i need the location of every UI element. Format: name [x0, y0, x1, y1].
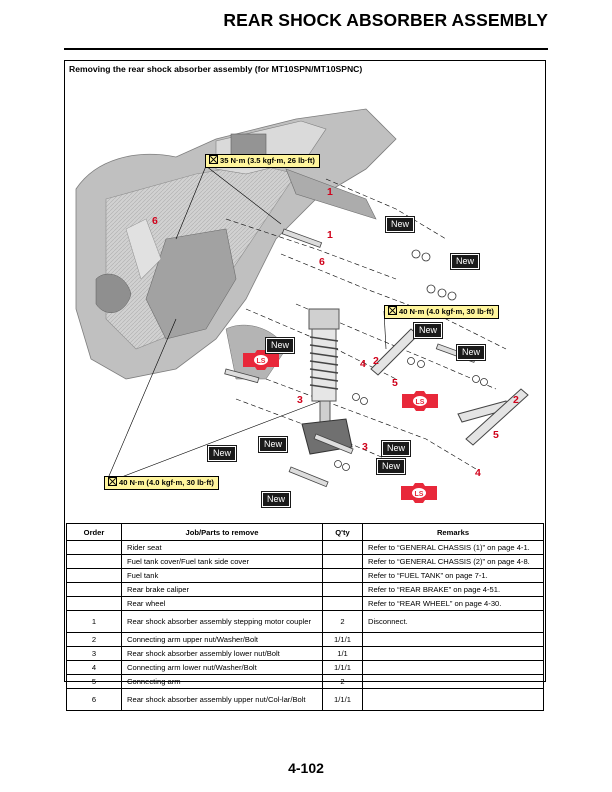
job-cell: Rear brake caliper — [122, 583, 323, 597]
table-row — [67, 689, 544, 711]
diagram-drawing — [66, 79, 544, 522]
qty-cell: 2 — [323, 611, 363, 633]
svg-text:LS: LS — [414, 491, 424, 498]
new-part-tag: New — [266, 338, 294, 353]
frame-rendering — [76, 109, 396, 379]
column-header: Order — [67, 524, 122, 541]
remarks-cell: Refer to “GENERAL CHASSIS (2)” on page 4-8. — [363, 555, 544, 569]
order-cell — [67, 541, 122, 555]
job-cell: Connecting arm — [122, 675, 323, 689]
qty-cell — [323, 555, 363, 569]
procedure-frame — [64, 60, 546, 704]
order-cell — [67, 569, 122, 583]
table-row — [67, 633, 544, 647]
remarks-cell: Refer to “REAR BRAKE” on page 4-51. — [363, 583, 544, 597]
parts-table — [66, 523, 544, 711]
table-row — [67, 647, 544, 661]
washers — [335, 250, 488, 471]
column-header: Q'ty — [323, 524, 363, 541]
new-part-tag: New — [259, 437, 287, 452]
remarks-cell — [363, 633, 544, 647]
order-cell: 5 — [67, 675, 122, 689]
torque-label: 40 N·m (4.0 kgf·m, 30 lb·ft) — [384, 305, 499, 319]
remarks-cell — [363, 689, 544, 711]
svg-text:LS: LS — [256, 358, 266, 365]
table-row — [67, 541, 544, 555]
section-heading: Removing the rear shock absorber assembly (for MT10SPN/MT10SPNC) — [69, 64, 363, 74]
part-callout: 2 — [373, 355, 379, 367]
qty-cell: 1/1 — [323, 647, 363, 661]
part-callout: 5 — [392, 377, 398, 389]
new-part-tag: New — [377, 459, 405, 474]
new-part-tag: New — [382, 441, 410, 456]
order-cell — [67, 583, 122, 597]
qty-cell: 1/1/1 — [323, 661, 363, 675]
table-row — [67, 611, 544, 633]
shock-absorber — [302, 309, 352, 454]
table-row — [67, 675, 544, 689]
qty-cell — [323, 541, 363, 555]
new-part-tag: New — [451, 254, 479, 269]
svg-text:LS: LS — [415, 399, 425, 406]
job-cell: Rear wheel — [122, 597, 323, 611]
remarks-cell: Disconnect. — [363, 611, 544, 633]
part-callout: 3 — [362, 441, 368, 453]
table-row — [67, 583, 544, 597]
torque-label: 40 N·m (4.0 kgf·m, 30 lb·ft) — [104, 476, 219, 490]
new-part-tag: New — [457, 345, 485, 360]
table-header-row — [67, 524, 544, 541]
order-cell: 4 — [67, 661, 122, 675]
remarks-cell: Refer to “GENERAL CHASSIS (1)” on page 4-1. — [363, 541, 544, 555]
part-callout: 2 — [513, 394, 519, 406]
job-cell: Rear shock absorber assembly upper nut/Col-lar/Bolt — [122, 689, 323, 711]
torque-label: 35 N·m (3.5 kgf·m, 26 lb·ft) — [205, 154, 320, 168]
job-cell: Rear shock absorber assembly lower nut/Bolt — [122, 647, 323, 661]
job-cell: Rear shock absorber assembly stepping motor coupler — [122, 611, 323, 633]
remarks-cell — [363, 675, 544, 689]
ls-grease-icon — [241, 350, 281, 370]
page-number: 4-102 — [288, 760, 324, 776]
job-cell: Connecting arm lower nut/Washer/Bolt — [122, 661, 323, 675]
new-part-tag: New — [386, 217, 414, 232]
column-header: Job/Parts to remove — [122, 524, 323, 541]
order-cell — [67, 597, 122, 611]
new-part-tag: New — [414, 323, 442, 338]
job-cell: Rider seat — [122, 541, 323, 555]
qty-cell: 1/1/1 — [323, 633, 363, 647]
torque-wrench-icon — [388, 306, 397, 315]
table-row — [67, 661, 544, 675]
new-part-tag: New — [262, 492, 290, 507]
part-callout: 4 — [475, 467, 481, 479]
remarks-cell — [363, 647, 544, 661]
part-callout: 1 — [327, 186, 333, 198]
title-rule — [64, 48, 548, 50]
qty-cell — [323, 583, 363, 597]
part-callout: 6 — [319, 256, 325, 268]
part-callout: 1 — [327, 229, 333, 241]
exploded-diagram — [66, 79, 544, 522]
ls-grease-icon — [400, 391, 440, 411]
table-row — [67, 597, 544, 611]
part-callout: 3 — [297, 394, 303, 406]
part-callout: 4 — [360, 358, 366, 370]
ls-grease-icon — [399, 483, 439, 503]
qty-cell: 2 — [323, 675, 363, 689]
torque-wrench-icon — [209, 155, 218, 164]
table-row — [67, 555, 544, 569]
qty-cell — [323, 597, 363, 611]
job-cell: Fuel tank — [122, 569, 323, 583]
part-callout: 6 — [152, 215, 158, 227]
remarks-cell: Refer to “REAR WHEEL” on page 4-30. — [363, 597, 544, 611]
remarks-cell: Refer to “FUEL TANK” on page 7-1. — [363, 569, 544, 583]
new-part-tag: New — [208, 446, 236, 461]
order-cell: 3 — [67, 647, 122, 661]
table-row — [67, 569, 544, 583]
order-cell: 1 — [67, 611, 122, 633]
qty-cell: 1/1/1 — [323, 689, 363, 711]
page-title: REAR SHOCK ABSORBER ASSEMBLY — [223, 10, 548, 30]
torque-wrench-icon — [108, 477, 117, 486]
order-cell — [67, 555, 122, 569]
job-cell: Fuel tank cover/Fuel tank side cover — [122, 555, 323, 569]
part-callout: 5 — [493, 429, 499, 441]
column-header: Remarks — [363, 524, 544, 541]
qty-cell — [323, 569, 363, 583]
order-cell: 2 — [67, 633, 122, 647]
job-cell: Connecting arm upper nut/Washer/Bolt — [122, 633, 323, 647]
order-cell: 6 — [67, 689, 122, 711]
remarks-cell — [363, 661, 544, 675]
